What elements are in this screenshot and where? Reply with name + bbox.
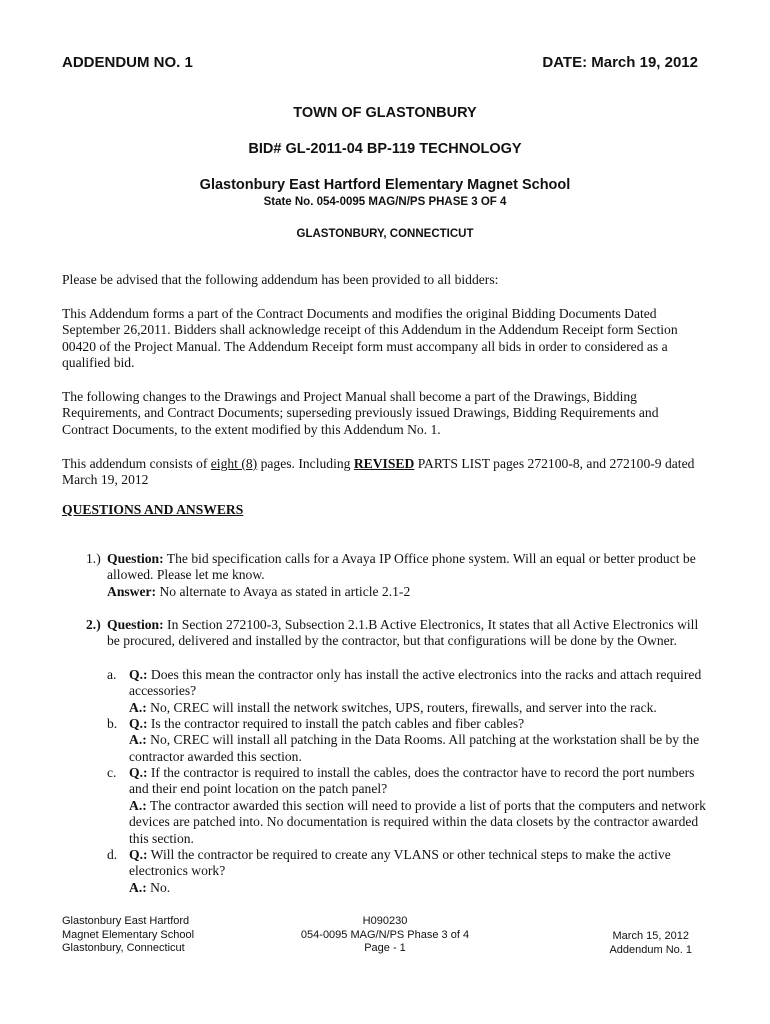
question-text: In Section 272100-3, Subsection 2.1.B Active Electronics, It states that all Active Electronics will be procured, delivered and installed by the contractor, but that configurations will be done by the Owner. <box>107 617 699 649</box>
forms-part-paragraph: This Addendum forms a part of the Contract Documents and modifies the original Bidding Documents Dated September 26,2011. Bidders shall acknowledge receipt of this Addendum in the Addendum Receipt form Section 00420 of the Project Manual. The Addendum Receipt form must accompany all bids in order to considered as a qualified bid. <box>62 306 678 371</box>
question-2-body <box>107 617 707 650</box>
qa-heading: QUESTIONS AND ANSWERS <box>62 502 244 517</box>
addendum-date: DATE: March 19, 2012 <box>542 54 698 71</box>
consists-mid: pages. Including <box>257 456 354 471</box>
sub-answer-text: The contractor awarded this section will need to provide a list of ports that the computers and network devices are patched into. No documentation is required within the data closets by the contractor awarded this section. <box>129 797 706 846</box>
changes-paragraph: The following changes to the Drawings and Project Manual shall become a part of the Drawings, Bidding Requirements, and Contract Documents; superseding previously issued Drawings, Bidding Requirements and Contract Documents, to the extent modified by this Addendum No. 1. <box>62 389 659 437</box>
sub-answer-label: A.: <box>129 699 147 715</box>
footer-center-line: 054-0095 MAG/N/PS Phase 3 of 4 <box>300 928 470 941</box>
footer-left-line: Magnet Elementary School <box>62 928 195 941</box>
sub-item-letter: a. <box>107 667 117 682</box>
consists-paragraph <box>62 456 702 489</box>
footer-left-line: Glastonbury East Hartford <box>62 915 190 927</box>
question-2-number: 2.) <box>86 617 101 632</box>
answer-label: Answer: <box>107 583 157 599</box>
footer-right-line: March 15, 2012 <box>612 930 689 942</box>
footer-left-line: Glastonbury, Connecticut <box>62 942 185 954</box>
sub-question-text: Is the contractor required to install the patch cables and fiber cables? <box>147 716 525 731</box>
sub-item-a <box>129 667 707 716</box>
consists-post: PARTS LIST pages 272100-8, and 272100-9 dated March 19, 2012 <box>62 456 695 488</box>
question-1-number: 1.) <box>86 551 101 566</box>
sub-answer-text: No, CREC will install all patching in the Data Rooms. All patching at the workstation shall be by the contractor awarded this section. <box>129 732 700 764</box>
sub-answer-label: A.: <box>129 797 147 813</box>
sub-item-b <box>129 716 707 765</box>
sub-question-label: Q.: <box>129 716 148 731</box>
footer-center <box>260 915 510 956</box>
location-title: GLASTONBURY, CONNECTICUT <box>296 228 474 240</box>
question-label: Question: <box>107 551 164 566</box>
school-title: Glastonbury East Hartford Elementary Magnet School <box>199 177 571 193</box>
sub-item-c <box>129 765 707 847</box>
sub-question-text: If the contractor is required to install the cables, does the contractor have to record the port numbers and their end point location on the patch panel? <box>129 765 695 797</box>
answer-text: No alternate to Avaya as stated in article 2.1-2 <box>156 583 411 599</box>
sub-question-label: Q.: <box>129 847 148 862</box>
state-number: State No. 054-0095 MAG/N/PS PHASE 3 OF 4 <box>263 196 507 208</box>
sub-question-text: Does this mean the contractor only has install the active electronics into the racks and attach required accessories? <box>129 667 702 699</box>
sub-answer-label: A.: <box>129 732 147 748</box>
sub-item-letter: b. <box>107 716 118 731</box>
footer-right-line: Addendum No. 1 <box>609 943 692 956</box>
question-label: Question: <box>107 617 164 632</box>
sub-question-label: Q.: <box>129 667 148 682</box>
addendum-number: ADDENDUM NO. 1 <box>62 54 193 71</box>
question-1-body <box>107 551 707 600</box>
question-text: The bid specification calls for a Avaya IP Office phone system. Will an equal or better product be allowed. Please let me know. <box>107 551 696 583</box>
consists-pre: This addendum consists of <box>62 456 211 471</box>
advised-paragraph: Please be advised that the following addendum has been provided to all bidders: <box>62 272 499 287</box>
sub-answer-text: No, CREC will install the network switches, UPS, routers, firewalls, and server into the rack. <box>146 699 657 715</box>
town-title: TOWN OF GLASTONBURY <box>293 105 477 121</box>
footer-right <box>609 930 692 957</box>
sub-item-letter: c. <box>107 765 117 780</box>
consists-revised: REVISED <box>353 456 415 471</box>
footer-left <box>62 915 194 956</box>
bid-title: BID# GL-2011-04 BP-119 TECHNOLOGY <box>248 141 522 157</box>
sub-item-letter: d. <box>107 847 118 862</box>
sub-item-d <box>129 847 707 896</box>
sub-question-label: Q.: <box>129 765 148 780</box>
footer-page-number: Page - 1 <box>364 942 406 954</box>
sub-answer-label: A.: <box>129 879 147 895</box>
sub-question-text: Will the contractor be required to create any VLANS or other technical steps to make the active electronics work? <box>129 847 671 879</box>
consists-pages: eight (8) <box>210 456 258 471</box>
sub-answer-text: No. <box>146 879 171 895</box>
footer-center-line: H090230 <box>362 915 408 927</box>
